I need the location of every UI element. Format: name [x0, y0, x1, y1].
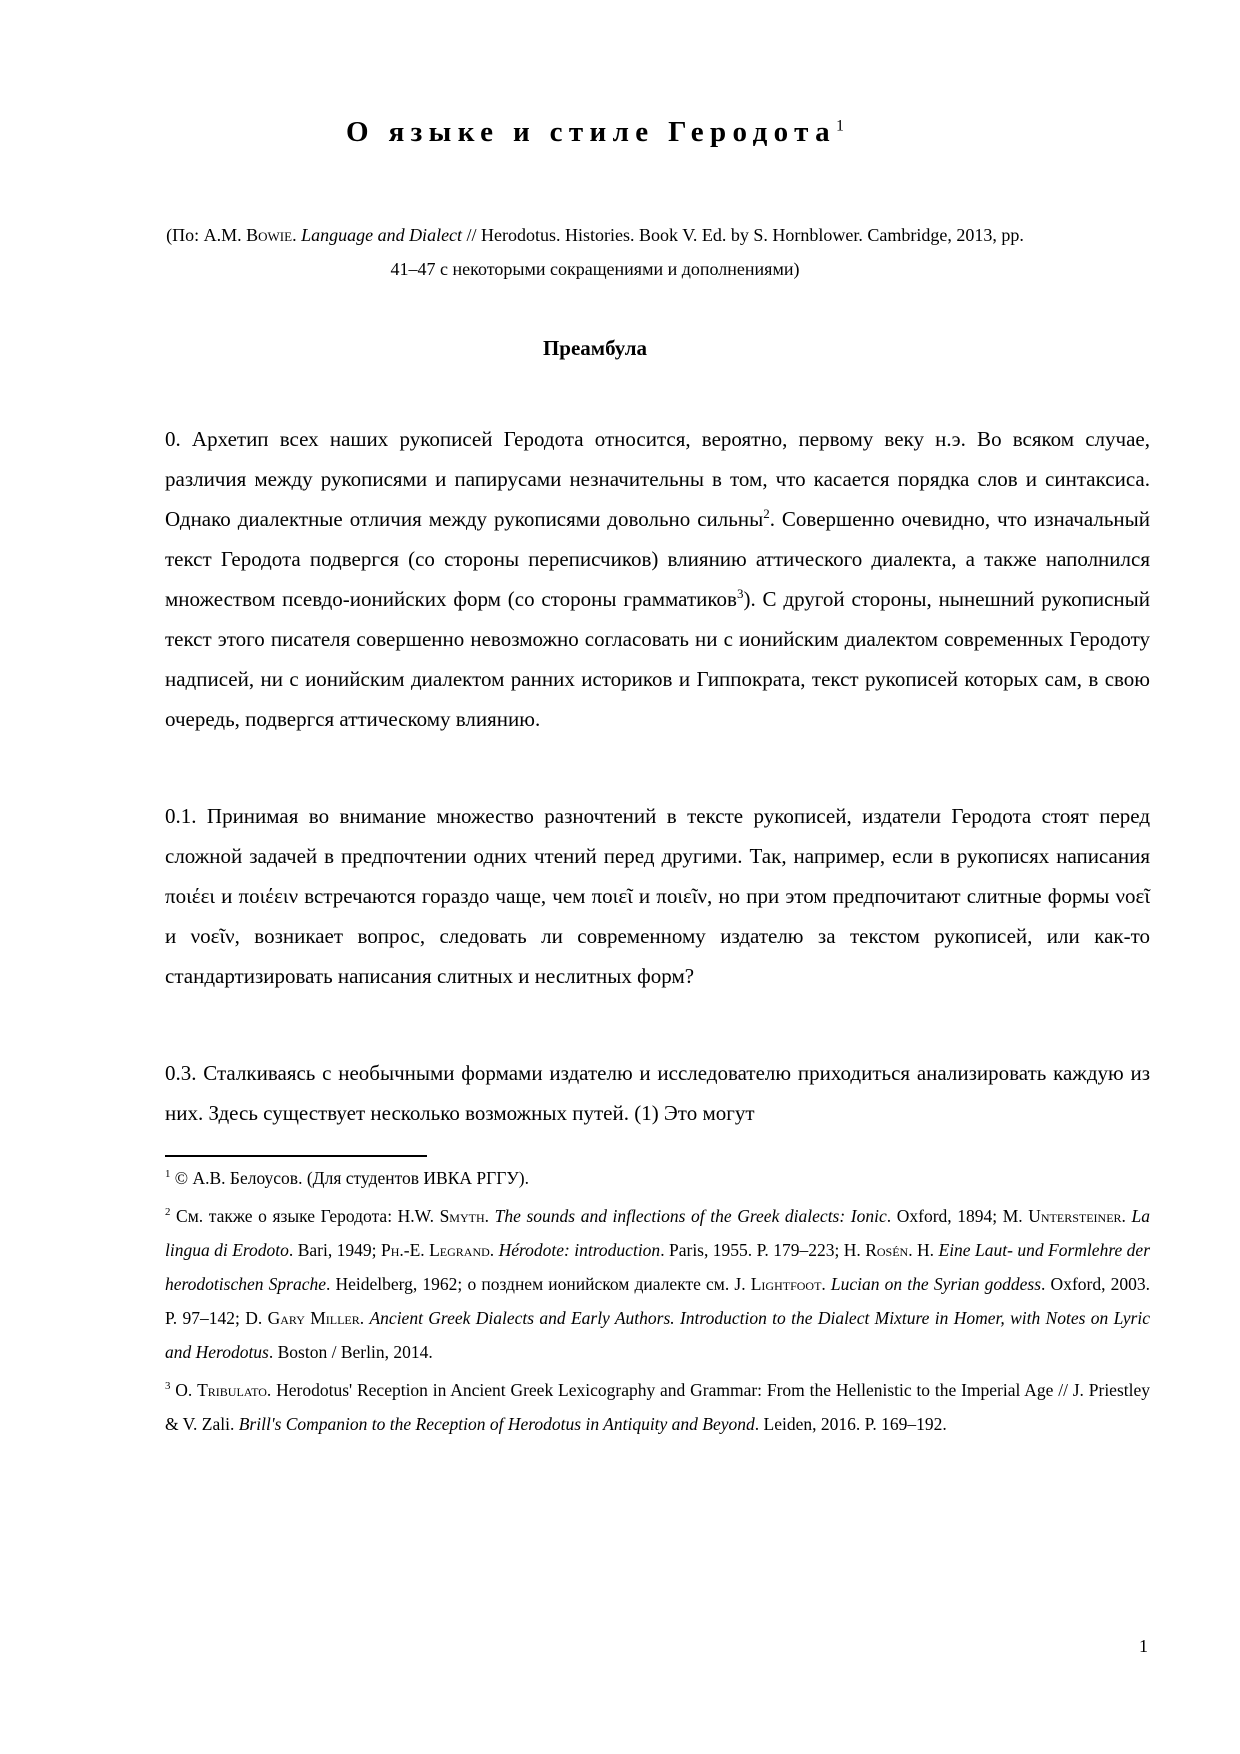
text-run: .: [489, 1240, 499, 1260]
footnote-3-text: [165, 1380, 1150, 1434]
text-run: Lucian on the Syrian goddess: [830, 1274, 1042, 1294]
text-run: Smyth: [439, 1206, 485, 1226]
footnote-number: 1: [165, 1168, 171, 1181]
text-run: Lightfoot: [750, 1274, 822, 1294]
footnote-3: [165, 1373, 1150, 1441]
text-run: Ancient Greek Dialects and Early Authors. Introduction to the Dialect Mixture in Homer, with Notes on Lyric and Herodotus: [165, 1308, 1150, 1362]
footnote-2: [165, 1199, 1150, 1369]
text-run: . Boston / Berlin, 2014.: [268, 1342, 433, 1362]
text-run: См. также о языке Геродота: H.W.: [170, 1206, 440, 1226]
text-run: .: [292, 225, 302, 245]
text-run: // Herodotus. Histories. Book V. Ed. by S. Hornblower. Cambridge, 2013, pp. 41–47 с некоторыми сокращениями и дополнениями): [390, 225, 1024, 279]
text-run: . Совершенно очевидно, что изначальный текст Геродота подвергся (со стороны переписчиков) влиянию аттического диалекта, а также наполнился множеством псевдо-ионийских форм (со стороны грамматиков: [165, 507, 1150, 611]
source-citation: [165, 218, 1025, 286]
footnote-2-text: [165, 1206, 1150, 1362]
text-run: 0.3. Сталкиваясь с необычными формами издателю и исследователю приходиться анализировать каждую из них. Здесь существует несколько возможных путей. (1) Это могут: [165, 1061, 1150, 1125]
text-run: Language and Dialect: [301, 225, 463, 245]
text-run: Ph.-E. Legrand: [380, 1240, 490, 1260]
footnote-1-text: [170, 1168, 529, 1188]
text-run: . Heidelberg, 1962; о позднем ионийском диалекте см. J.: [325, 1274, 751, 1294]
text-run: Eine Laut- und Formlehre der herodotischen Sprache: [165, 1240, 1151, 1294]
section-heading-preamble: Преамбула: [542, 336, 648, 360]
text-run: 2: [763, 506, 770, 521]
text-run: . Oxford, 1894; M.: [886, 1206, 1029, 1226]
paragraph-0-1: [165, 796, 1150, 996]
text-run: Gary Miller: [267, 1308, 360, 1328]
text-run: ). С другой стороны, нынешний рукописный текст этого писателя совершенно невозможно согласовать ни с ионийским диалектом современных Геродоту надписей, ни с ионийским диалектом ранних историков и Гиппократа, текст рукописей которых сам, в свою очередь, подвергся аттическому влиянию.: [165, 587, 1150, 731]
text-run: (По: A.M.: [166, 225, 247, 245]
paragraph-0-3: [165, 1053, 1150, 1133]
text-run: .: [484, 1206, 495, 1226]
footnote-1: [165, 1161, 1150, 1195]
text-run: .: [821, 1274, 831, 1294]
text-run: Hérodote: introduction: [498, 1240, 661, 1260]
text-run: Bowie: [246, 225, 293, 245]
page-title-text: О языке и стиле Геродота: [346, 116, 837, 148]
text-run: 0. Архетип всех наших рукописей Геродота относится, вероятно, первому веку н.э. Во всяком случае, различия между рукописями и папирусами незначительны в том, что касается порядка слов и синтаксиса. Однако диалектные отличия между рукописями довольно сильны: [165, 427, 1150, 531]
footnote-number: 3: [165, 1380, 171, 1393]
text-run: Untersteiner: [1028, 1206, 1122, 1226]
text-run: . Herodotus' Reception in Ancient Greek Lexicography and Grammar: From the Hellenistic to the Imperial Age // J. Priestley & V. Zali.: [165, 1380, 1151, 1434]
text-run: . Paris, 1955. P. 179–223; H.: [660, 1240, 866, 1260]
text-run: .: [359, 1308, 370, 1328]
page-number: 1: [1139, 1636, 1148, 1656]
text-run: The sounds and inflections of the Greek dialects: Ionic: [494, 1206, 887, 1226]
text-run: .: [1121, 1206, 1132, 1226]
footnote-number: 2: [165, 1206, 171, 1219]
text-run: 3: [736, 586, 744, 601]
text-run: Rosén: [865, 1240, 909, 1260]
text-run: . Oxford, 2003. P. 97–142; D.: [165, 1274, 1150, 1328]
text-run: La lingua di Erodoto: [165, 1206, 1151, 1260]
text-run: O.: [170, 1380, 198, 1400]
footnote-separator: [165, 1155, 427, 1157]
text-run: Brill's Companion to the Reception of Herodotus in Antiquity and Beyond: [238, 1414, 755, 1434]
paragraph-0: [165, 419, 1150, 739]
text-run: . H.: [908, 1240, 939, 1260]
text-run: Tribulato: [197, 1380, 267, 1400]
text-run: © А.В. Белоусов. (Для студентов ИВКА РГГУ).: [170, 1168, 529, 1188]
text-run: . Bari, 1949;: [288, 1240, 381, 1260]
text-run: 0.1. Принимая во внимание множество разночтений в тексте рукописей, издатели Геродота стоят перед сложной задачей в предпочтении одних чтений перед другими. Так, например, если в рукописях написания ποιέει и ποιέειν встречаются гораздо чаще, чем ποιεῖ и ποιεῖν, но при этом предпочитают слитные формы νοεῖ и νοεῖν, возникает вопрос, следовать ли современному издателю за текстом рукописей, или как-то стандартизировать написания слитных и неслитных форм?: [165, 804, 1150, 988]
text-run: . Leiden, 2016. P. 169–192.: [754, 1414, 947, 1434]
title-footnote-ref: 1: [836, 117, 844, 135]
page-title: [165, 112, 1025, 152]
